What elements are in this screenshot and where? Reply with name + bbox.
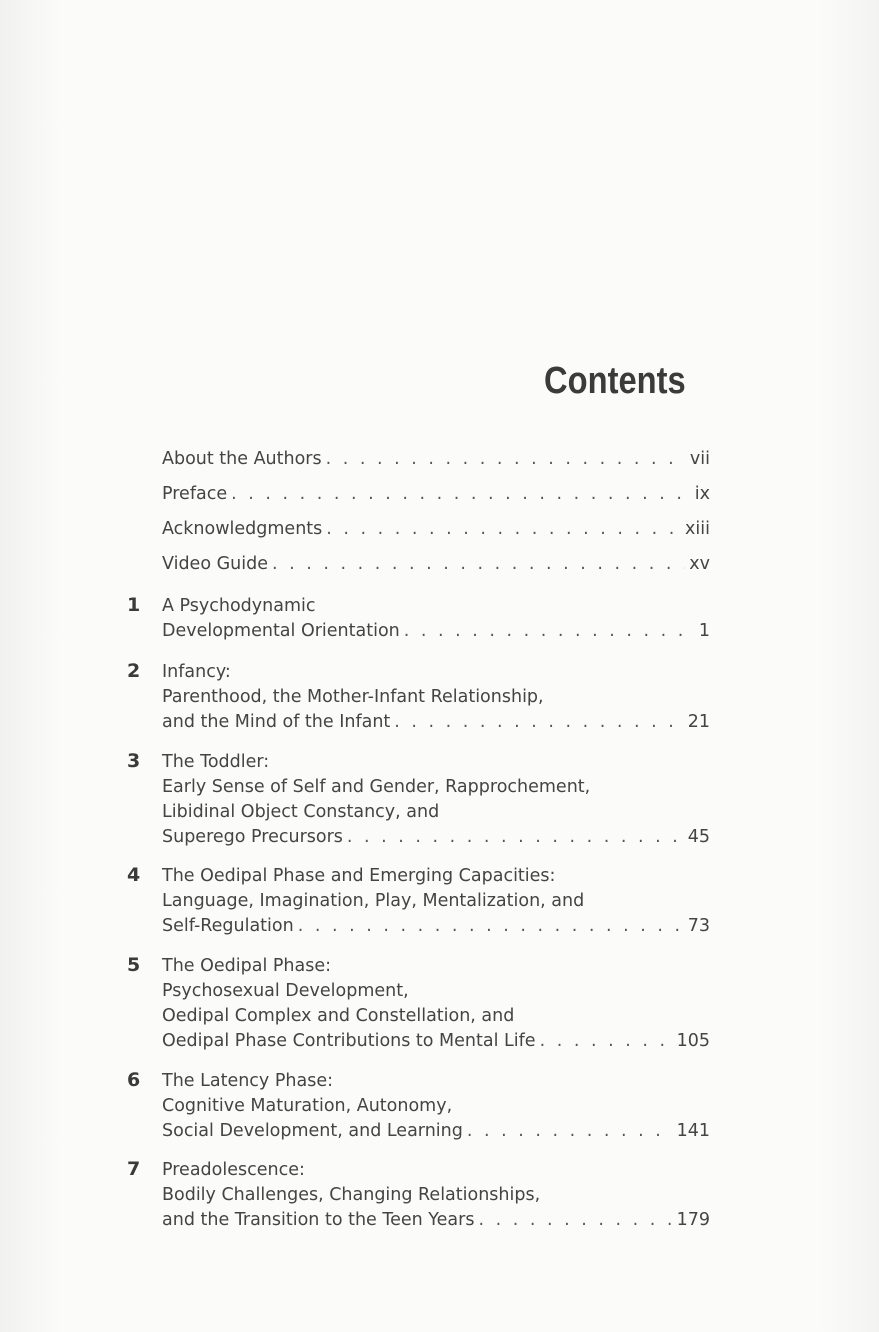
chapter-title-last-line	[162, 619, 710, 644]
chapter-page: 179	[676, 1210, 710, 1230]
chapter-page: 105	[676, 1031, 710, 1051]
toc-entry-title: Preface	[162, 484, 228, 504]
toc-entry-page: ix	[694, 484, 710, 504]
toc-entry-page: xiii	[685, 519, 710, 539]
toc-entry-preface[interactable]	[162, 482, 710, 507]
chapter-title-line: Preadolescence:	[162, 1160, 305, 1180]
chapter-title-line: Oedipal Phase Contributions to Mental Life	[162, 1031, 536, 1051]
chapter-number: 4	[127, 864, 141, 886]
dot-leader	[404, 619, 695, 644]
dot-leader	[326, 517, 681, 542]
toc-entry-title: Video Guide	[162, 554, 268, 574]
chapter-title-line: Psychosexual Development,	[162, 981, 409, 1001]
dot-leader	[540, 1029, 673, 1054]
chapter-title-line: Social Development, and Learning	[162, 1121, 463, 1141]
toc-entry-about-the-authors[interactable]	[162, 447, 710, 472]
chapter-page: 45	[687, 827, 710, 847]
dot-leader	[231, 482, 691, 507]
chapter-number: 7	[127, 1158, 141, 1180]
chapter-title-line: Early Sense of Self and Gender, Rapprochement,	[162, 777, 591, 797]
dot-leader	[298, 914, 684, 939]
chapter-title-line: Language, Imagination, Play, Mentalization, and	[162, 891, 585, 911]
dot-leader	[478, 1208, 672, 1233]
chapter-title-last-line	[162, 1208, 710, 1233]
chapter-title-line: Superego Precursors	[162, 827, 343, 847]
chapter-number: 5	[127, 954, 141, 976]
chapter-title-last-line	[162, 1029, 710, 1054]
chapter-title-line: Bodily Challenges, Changing Relationships,	[162, 1185, 541, 1205]
chapter-title-line: Self-Regulation	[162, 916, 294, 936]
chapter-title-line: and the Transition to the Teen Years	[162, 1210, 475, 1230]
chapter-title-line: and the Mind of the Infant	[162, 712, 391, 732]
chapter-number: 1	[127, 594, 141, 616]
toc-entry-page: vii	[689, 449, 710, 469]
chapter-page: 1	[698, 621, 710, 641]
chapter-number: 3	[127, 750, 141, 772]
page-title: Contents	[544, 360, 686, 402]
chapter-title-line: The Oedipal Phase and Emerging Capacities:	[162, 866, 556, 886]
chapter-title-line: The Latency Phase:	[162, 1071, 333, 1091]
chapter-page: 21	[687, 712, 710, 732]
dot-leader	[326, 447, 686, 472]
dot-leader	[272, 552, 685, 577]
dot-leader	[347, 825, 684, 850]
chapter-title-line: Parenthood, the Mother-Infant Relationship,	[162, 687, 544, 707]
chapter-number: 2	[127, 660, 141, 682]
toc-entry-title: Acknowledgments	[162, 519, 323, 539]
dot-leader	[394, 710, 683, 735]
chapter-title-last-line	[162, 825, 710, 850]
chapter-title-line: The Oedipal Phase:	[162, 956, 332, 976]
dot-leader	[467, 1119, 673, 1144]
chapter-title-line: Developmental Orientation	[162, 621, 400, 641]
toc-entry-acknowledgments[interactable]	[162, 517, 710, 542]
toc-entry-title: About the Authors	[162, 449, 322, 469]
chapter-title-line: A Psychodynamic	[162, 596, 316, 616]
toc-entry-video-guide[interactable]	[162, 552, 710, 577]
chapter-title-last-line	[162, 914, 710, 939]
chapter-title-last-line	[162, 1119, 710, 1144]
chapter-title-line: Infancy:	[162, 662, 231, 682]
toc-entry-page: xv	[689, 554, 710, 574]
chapter-title-line: The Toddler:	[162, 752, 270, 772]
chapter-page: 141	[676, 1121, 710, 1141]
chapter-title-last-line	[162, 710, 710, 735]
chapter-title-line: Libidinal Object Constancy, and	[162, 802, 440, 822]
chapter-title-line: Cognitive Maturation, Autonomy,	[162, 1096, 453, 1116]
chapter-number: 6	[127, 1069, 141, 1091]
chapter-title-line: Oedipal Complex and Constellation, and	[162, 1006, 515, 1026]
chapter-page: 73	[687, 916, 710, 936]
